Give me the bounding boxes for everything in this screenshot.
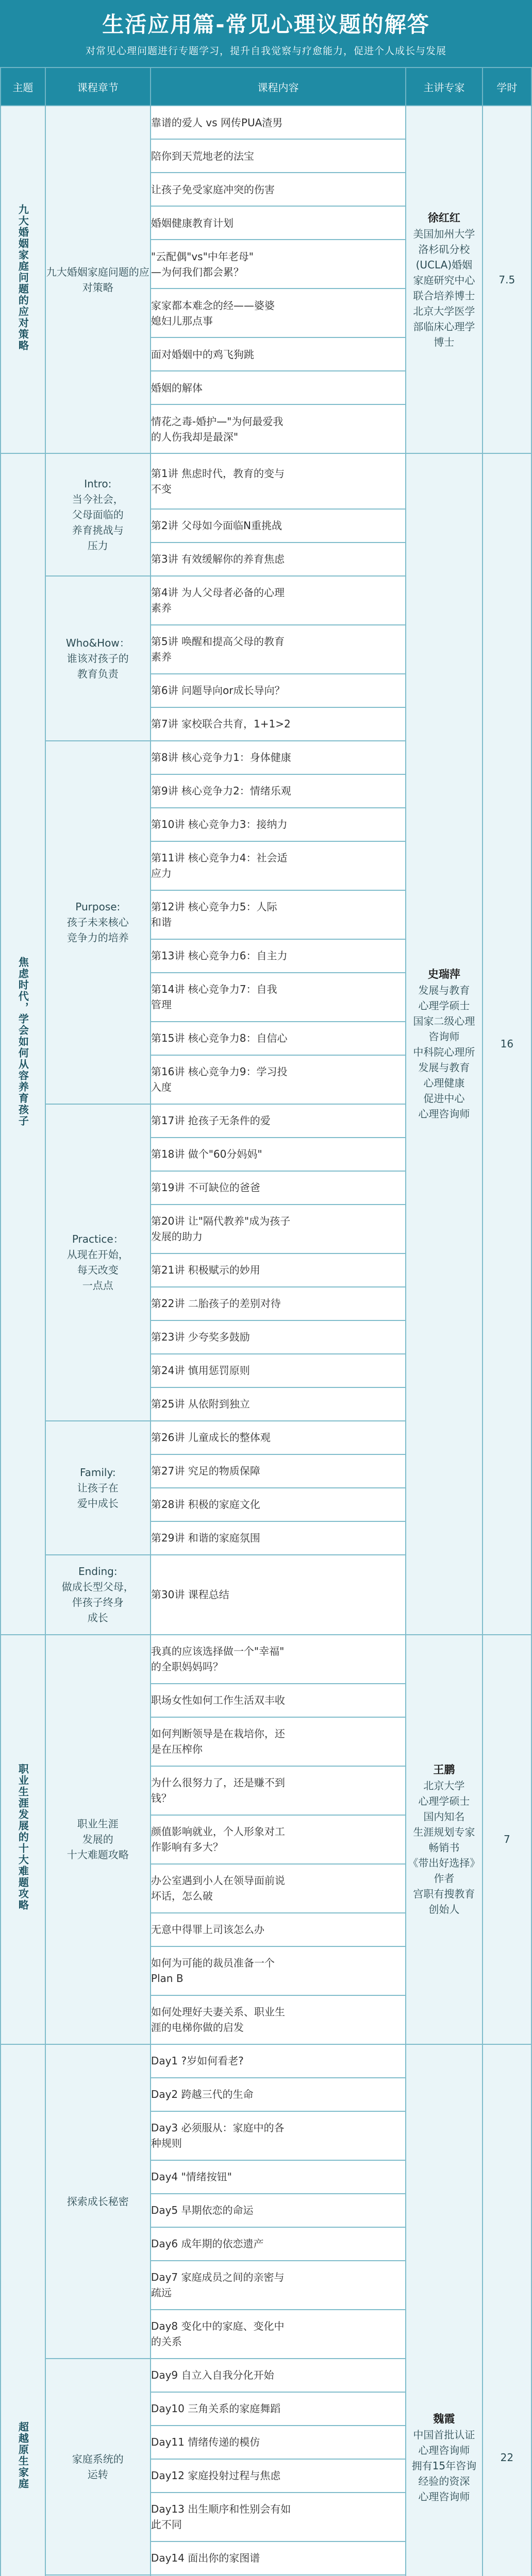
lesson-item: 第17讲 抢孩子无条件的爱 xyxy=(151,1104,406,1138)
lesson-item: 让孩子免受家庭冲突的伤害 xyxy=(151,173,406,206)
theme-cell xyxy=(1,2044,45,2576)
lesson-item: 第3讲 有效缓解你的养育焦虑 xyxy=(151,543,406,576)
expert-bio: 发展与教育 心理学硕士 国家二级心理 咨询师 中科院心理所 发展与教育 心理健康 促进中心 心理咨询师 xyxy=(413,984,475,1121)
lesson-item: 陪你到天荒地老的法宝 xyxy=(151,139,406,173)
lesson-item: 第21讲 积极赋示的妙用 xyxy=(151,1253,406,1287)
section-label: Purpose: 孩子未来核心 竞争力的培养 xyxy=(45,741,151,1104)
course-table xyxy=(0,67,532,2576)
lesson-item: 情花之毒-婚护—"为何最爱我 的人伤我却是最深" xyxy=(151,404,406,453)
lesson-item: 职场女性如何工作生活双丰收 xyxy=(151,1684,406,1717)
theme-cell xyxy=(1,106,45,453)
lesson-item: Day14 面出你的家图谱 xyxy=(151,2541,406,2575)
lesson-item: Day11 情绪传递的模仿 xyxy=(151,2426,406,2459)
section-label: 职业生涯 发展的 十大难题攻略 xyxy=(45,1635,151,2044)
lesson-item: 办公室遇到小人在领导面前说 坏话，怎么破 xyxy=(151,1864,406,1913)
theme-label: 超越原生家庭 xyxy=(16,2421,29,2490)
section-label: Family: 让孩子在 爱中成长 xyxy=(45,1421,151,1555)
lesson-item: 第14讲 核心竞争力7：自我 管理 xyxy=(151,973,406,1022)
lesson-item: 家家都本难念的经——婆婆 媳妇儿那点事 xyxy=(151,289,406,337)
lesson-item: 第26讲 儿童成长的整体观 xyxy=(151,1421,406,1454)
table-row xyxy=(1,1635,531,1684)
lesson-item: 第23讲 少夸奖多鼓励 xyxy=(151,1320,406,1354)
table-body xyxy=(1,106,531,2576)
theme-label: 焦虑时代，学会如何从容养育孩子 xyxy=(16,957,29,1127)
table-row xyxy=(1,453,531,509)
lesson-item: 第5讲 唤醒和提高父母的教育 素养 xyxy=(151,625,406,674)
lesson-item: 第28讲 积极的家庭文化 xyxy=(151,1488,406,1521)
lesson-item: 第6讲 问题导向or成长导向？ xyxy=(151,674,406,707)
theme-cell xyxy=(1,453,45,1635)
hours-cell: 7.5 xyxy=(483,106,531,453)
hours-cell: 16 xyxy=(483,453,531,1635)
lesson-item: 如何判断领导是在栽培你，还 是在压榨你 xyxy=(151,1717,406,1766)
expert-cell xyxy=(406,2044,483,2576)
lesson-item: 第11讲 核心竞争力4：社会适 应力 xyxy=(151,841,406,890)
lesson-item: Day9 自立入自我分化开始 xyxy=(151,2359,406,2392)
column-header-content: 课程内容 xyxy=(151,67,406,106)
lesson-item: Day6 成年期的依恋遗产 xyxy=(151,2227,406,2261)
lesson-item: 第30讲 课程总结 xyxy=(151,1555,406,1635)
lesson-item: 我真的应该选择做一个"幸福" 的全职妈妈吗？ xyxy=(151,1635,406,1684)
lesson-item: Day8 变化中的家庭、变化中 的关系 xyxy=(151,2310,406,2359)
lesson-item: Day1 ?岁如何看老? xyxy=(151,2044,406,2078)
lesson-item: 第2讲 父母如今面临N重挑战 xyxy=(151,509,406,543)
lesson-item: 为什么很努力了，还是赚不到 钱？ xyxy=(151,1766,406,1815)
table-row xyxy=(1,2044,531,2078)
expert-name: 王鹏 xyxy=(433,1764,455,1776)
lesson-item: 第10讲 核心竞争力3：接纳力 xyxy=(151,808,406,841)
hours-cell: 7 xyxy=(483,1635,531,2044)
column-header-theme: 主题 xyxy=(1,67,45,106)
lesson-item: 第7讲 家校联合共育，1+1>2 xyxy=(151,707,406,741)
section-label: Ending: 做成长型父母， 伴孩子终身 成长 xyxy=(45,1555,151,1635)
lesson-item: 颜值影响就业，个人形象对工 作影响有多大？ xyxy=(151,1815,406,1864)
expert-bio: 美国加州大学 洛杉矶分校 (UCLA)婚姻 家庭研究中心 联合培养博士 北京大学医学 部临床心理学 博士 xyxy=(413,227,475,348)
column-header-expert: 主讲专家 xyxy=(406,67,483,106)
expert-bio: 中国首批认证 心理咨询师 拥有15年咨询 经验的资深 心理咨询师 xyxy=(411,2429,477,2503)
lesson-item: 第29讲 和谐的家庭氛围 xyxy=(151,1521,406,1555)
hours-cell: 22 xyxy=(483,2044,531,2576)
lesson-item: 第27讲 究足的物质保障 xyxy=(151,1454,406,1488)
section-label: Who&How： 谁该对孩子的 教育负责 xyxy=(45,576,151,741)
column-header-section: 课程章节 xyxy=(45,67,151,106)
theme-label: 九大婚姻家庭问题的应对策略 xyxy=(16,204,29,351)
section-label: Intro: 当今社会， 父母面临的 养育挑战与 压力 xyxy=(45,453,151,576)
expert-name: 史瑞萍 xyxy=(427,968,460,981)
lesson-item: 面对婚姻中的鸡飞狗跳 xyxy=(151,337,406,371)
lesson-item: 第9讲 核心竞争力2：情绪乐观 xyxy=(151,774,406,808)
page-header xyxy=(0,0,532,67)
lesson-item: 如何处理好夫妻关系、职业生 涯的电梯你做的启发 xyxy=(151,1995,406,2044)
lesson-item: 第22讲 二胎孩子的差别对待 xyxy=(151,1287,406,1320)
lesson-item: 第24讲 慎用惩罚原则 xyxy=(151,1354,406,1387)
theme-cell xyxy=(1,1635,45,2044)
lesson-item: 第16讲 核心竞争力9：学习投 入度 xyxy=(151,1055,406,1104)
lesson-item: "云配偶"vs"中年老母" —为何我们都会累？ xyxy=(151,240,406,289)
expert-bio: 北京大学 心理学硕士 国内知名 生涯规划专家 畅销书 《带出好选择》 作者 宫职有搜教育 创始人 xyxy=(408,1780,480,1916)
table-header-row xyxy=(1,67,531,106)
lesson-item: Day7 家庭成员之间的亲密与 疏远 xyxy=(151,2261,406,2310)
lesson-item: Day10 三角关系的家庭舞蹈 xyxy=(151,2392,406,2426)
lesson-item: 第8讲 核心竞争力1：身体健康 xyxy=(151,741,406,774)
expert-cell xyxy=(406,453,483,1635)
lesson-item: Day12 家庭投射过程与焦虑 xyxy=(151,2459,406,2493)
page-title: 生活应用篇-常见心理议题的解答 xyxy=(102,12,430,37)
theme-label: 职业生涯发展的十大难题攻略 xyxy=(16,1764,29,1911)
expert-cell xyxy=(406,1635,483,2044)
section-label: 家庭系统的 运转 xyxy=(45,2359,151,2575)
lesson-item: 第12讲 核心竞争力5：人际 和谐 xyxy=(151,890,406,939)
lesson-item: 第15讲 核心竞争力8：自信心 xyxy=(151,1022,406,1055)
lesson-item: 婚姻的解体 xyxy=(151,371,406,404)
lesson-item: 第19讲 不可缺位的爸爸 xyxy=(151,1171,406,1205)
page-subtitle: 对常见心理问题进行专题学习，提升自我觉察与疗愈能力，促进个人成长与发展 xyxy=(85,45,446,57)
lesson-item: 第1讲 焦虑时代，教育的变与 不变 xyxy=(151,453,406,509)
lesson-item: 第20讲 让"隔代教养"成为孩子 发展的助力 xyxy=(151,1205,406,1253)
lesson-item: 第25讲 从依附到独立 xyxy=(151,1387,406,1421)
lesson-item: Day5 早期依恋的命运 xyxy=(151,2194,406,2227)
lesson-item: 无意中得罪上司该怎么办 xyxy=(151,1913,406,1946)
expert-cell xyxy=(406,106,483,453)
expert-name: 徐红红 xyxy=(427,211,460,224)
lesson-item: 婚姻健康教育计划 xyxy=(151,206,406,240)
lesson-item: 第13讲 核心竞争力6：自主力 xyxy=(151,939,406,973)
expert-name: 魏霞 xyxy=(433,2413,455,2426)
lesson-item: 第4讲 为人父母者必备的心理 素养 xyxy=(151,576,406,625)
column-header-hours: 学时 xyxy=(483,67,531,106)
section-label: Practice： 从现在开始， 每天改变 一点点 xyxy=(45,1104,151,1421)
lesson-item: 如何为可能的裁员准备一个 Plan B xyxy=(151,1946,406,1995)
lesson-item: 靠谱的爱人 vs 网传PUA渣男 xyxy=(151,106,406,139)
lesson-item: 第18讲 做个"60分妈妈" xyxy=(151,1138,406,1171)
lesson-item: Day2 跨越三代的生命 xyxy=(151,2078,406,2111)
lesson-item: Day4 "情绪按钮" xyxy=(151,2160,406,2194)
section-label: 探索成长秘密 xyxy=(45,2044,151,2359)
lesson-item: Day3 必须服从：家庭中的各 种规则 xyxy=(151,2111,406,2160)
lesson-item: Day13 出生顺序和性别会有如 此不同 xyxy=(151,2493,406,2541)
section-label: 九大婚姻家庭问题的应对策略 xyxy=(45,106,151,453)
table-row xyxy=(1,106,531,139)
